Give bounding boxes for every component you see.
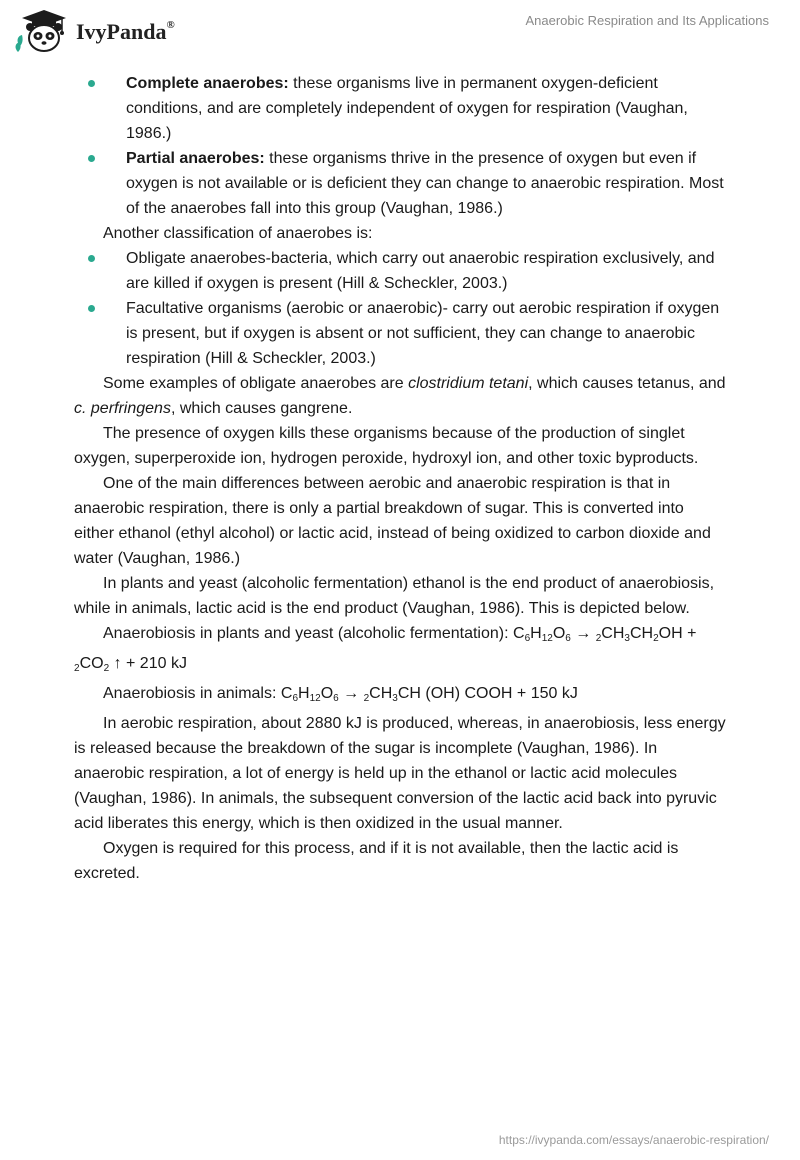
list-item-term: Partial anaerobes:	[126, 150, 265, 167]
source-url-link[interactable]: https://ivypanda.com/essays/anaerobic-respiration/	[498, 1133, 769, 1147]
paragraph-plants-animals: In plants and yeast (alcoholic fermentation) ethanol is the end product of anaerobiosis, while in animals, lactic acid is the end product (Vaughan, 1986). This is depicted below.	[74, 575, 715, 617]
list-item	[74, 146, 726, 221]
panda-graduate-icon	[14, 8, 72, 54]
brand-name: IvyPanda®	[76, 18, 175, 44]
anaerobe-types-list	[74, 71, 726, 221]
bullet-icon	[88, 155, 95, 162]
page-header	[0, 0, 800, 60]
species-name: c. perfringens	[74, 400, 171, 417]
list-item	[74, 71, 726, 146]
essay-body	[74, 71, 726, 886]
list-item-text: these organisms live in permanent oxygen-deficient conditions, and are completely independent of oxygen for respiration (Vaughan, 1986.)	[126, 75, 688, 142]
list-item-text: Obligate anaerobes-bacteria, which carry out anaerobic respiration exclusively, and are killed if oxygen is present (Hill & Scheckler, 2003.)	[126, 250, 715, 292]
ivypanda-logo[interactable]	[14, 8, 175, 54]
document-title: Anaerobic Respiration and Its Applications	[525, 13, 769, 28]
bullet-icon	[88, 255, 95, 262]
paragraph-differences: One of the main differences between aerobic and anaerobic respiration is that in anaerobic respiration, there is only a partial breakdown of sugar. This is converted into either ethanol (ethyl alcohol) or lactic acid, instead of being oxidized to carbon dioxide and water (Vaughan, 1986.)	[74, 475, 711, 567]
paragraph-energy: In aerobic respiration, about 2880 kJ is produced, whereas, in anaerobiosis, less energy is released because the breakdown of the sugar is incomplete (Vaughan, 1986). In anaerobic respiration, a lot of energy is held up in the ethanol or lactic acid molecules (Vaughan, 1986). In animals, the subsequent conversion of the lactic acid back into pyruvic acid liberates this energy, which is then oxidized in the usual manner.	[74, 715, 726, 832]
paragraph-oxygen-required: Oxygen is required for this process, and if it is not available, then the lactic acid is excreted.	[74, 840, 679, 882]
equation-plants-yeast: Anaerobiosis in plants and yeast (alcoholic fermentation): $C_6H_{12}O_6 \to _2CH_3CH_2OH + _2CO_2$ ↑ + 210 kJ	[74, 625, 697, 674]
equation-animals: Anaerobiosis in animals: $C_6H_{12}O_6 \to _2CH_3CH$ (OH) COOH + 150 kJ	[103, 685, 578, 704]
paragraph-examples: Some examples of obligate anaerobes are clostridium tetani, which causes tetanus, and c. perfringens, which causes gangrene.	[74, 375, 726, 417]
list-item	[74, 246, 726, 296]
species-name: clostridium tetani	[408, 375, 529, 392]
list-item-term: Complete anaerobes:	[126, 75, 289, 92]
list-item-text: Facultative organisms (aerobic or anaerobic)- carry out aerobic respiration if oxygen is present, but if oxygen is absent or not sufficient, they can change to anaerobic respiration (Hill & Scheckler, 2003.)	[126, 300, 720, 367]
bullet-icon	[88, 305, 95, 312]
list-item-text: these organisms thrive in the presence of oxygen but even if oxygen is not available or is deficient they can change to anaerobic respiration. Most of the anaerobes fall into this group (Vaughan, 1986.)	[126, 150, 724, 217]
list-item	[74, 296, 726, 371]
anaerobe-classification-list	[74, 246, 726, 371]
paragraph-classification: Another classification of anaerobes is:	[103, 225, 373, 242]
registered-mark: ®	[166, 18, 175, 31]
paragraph-oxygen-kills: The presence of oxygen kills these organisms because of the production of singlet oxygen, superperoxide ion, hydrogen peroxide, hydroxyl ion, and other toxic byproducts.	[74, 425, 699, 467]
bullet-icon	[88, 80, 95, 87]
